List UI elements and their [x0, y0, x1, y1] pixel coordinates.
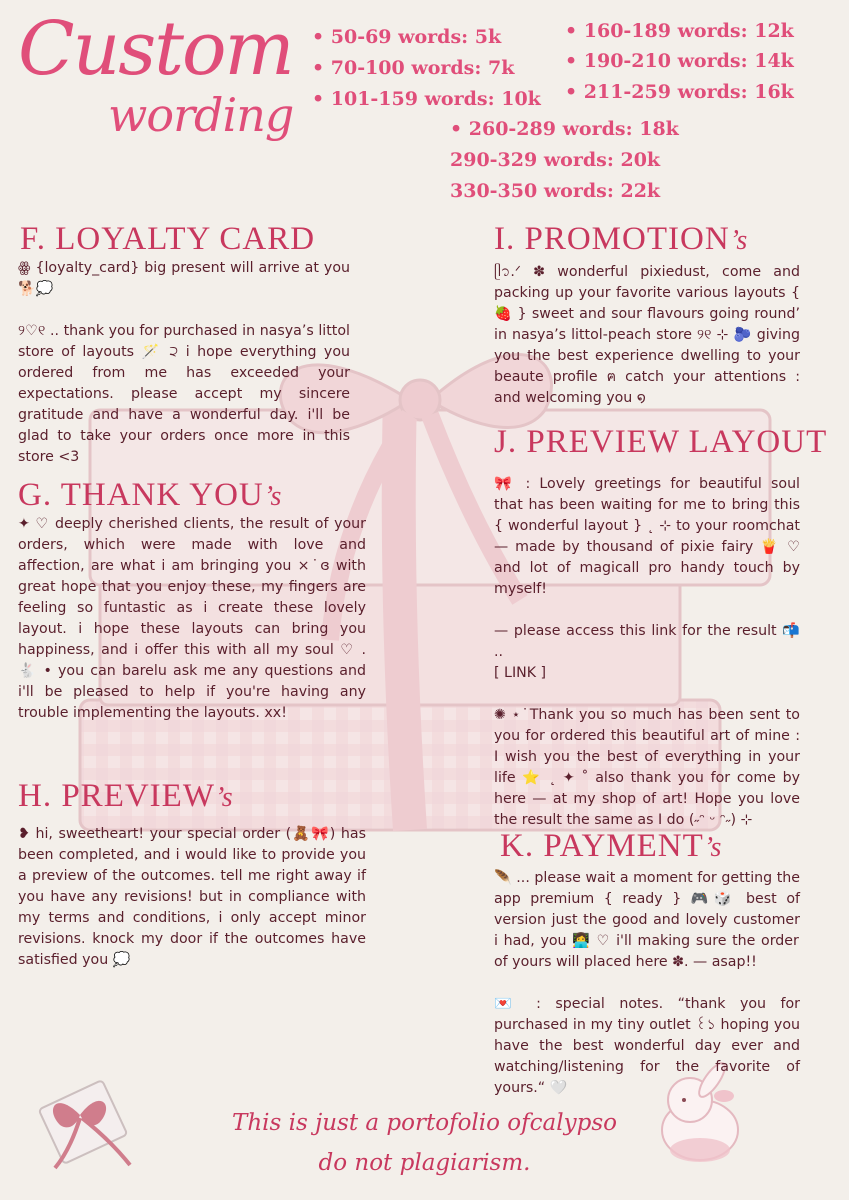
section-heading-thank-you: G. THANK YOU’s	[18, 477, 283, 513]
paragraph: ᥫ᭡.ᐟ ✽ wonderful pixiedust, come and packing up your favorite various layouts { 🍓 } sweet and sour flavours going round’ in nasya’s littol-peach store ୨୧ ⊹ 🫐 giving you the best experience dwelling to your beaute profile ฅ catch your attentions : and welcoming you ໑	[494, 264, 800, 406]
section-heading-loyalty-card: F. LOYALTY CARD	[20, 221, 316, 257]
paragraph: ❥ hi, sweetheart! your special order (🧸🎀) has been completed, and i would like to provide you a preview of the outcomes. tell me right away if you have any revisions! but in compliance with my terms and conditions, i only accept minor revisions. knock my door if the outcomes have satisfied you 💭	[18, 826, 366, 968]
section-heading-preview-layout: J. PREVIEW LAYOUT	[494, 424, 828, 460]
price-item: 330-350 words: 22k	[450, 180, 661, 202]
paragraph: 🪶 ... please wait a moment for getting the app premium { ready } 🎮🎲 best of version just the good and lovely customer i had, you 👩‍💻 ♡ i'll making sure the order of yours will placed here ✽. — asap!!	[494, 870, 800, 970]
paragraph: — please access this link for the result 📬 ..	[494, 623, 800, 660]
price-item: • 260-289 words: 18k	[450, 118, 679, 140]
paragraph: ✺ ⋆˙Thank you so much has been sent to you for ordered this beautiful art of mine : I wish you the best of everything in your life ⭐ ˛ ✦ ˚ also thank you for come by here — at my shop of art! Hope you love the result the same as I do (˶ᵔ ᵕ ᵔ˶) ⊹	[494, 707, 800, 828]
paragraph: ୨♡୧ .. thank you for purchased in nasya’s littol store of layouts 🪄 ੨ i hope everything you ordered from me has exceeded your expectations. please accept my sincere gratitude and have a wonderful day. i'll be glad to take your orders once more in this store <3	[18, 323, 350, 465]
price-item: 290-329 words: 20k	[450, 149, 661, 171]
section-body-preview-layout	[494, 474, 800, 831]
paragraph: 💌 : special notes. “thank you for purchased in my tiny outlet ꒰১ hoping you have the best wonderful day ever and watching/listening for the favorite of yours.“ 🤍	[494, 996, 800, 1096]
footer-disclaimer-line2: do not plagiarism.	[318, 1150, 531, 1176]
paragraph: 🎀 : Lovely greetings for beautiful soul that has been waiting for me to bring this { wonderful layout } ˛ ⊹ to your roomchat — made by thousand of pixie fairy 🍟 ♡ and lot of magicall pro handy touch by myself!	[494, 476, 800, 597]
price-item: • 160-189 words: 12k	[565, 20, 794, 42]
section-body-thank-you	[18, 514, 366, 724]
title-wording: wording	[108, 88, 294, 142]
section-body-promotion	[494, 262, 800, 409]
section-heading-preview: H. PREVIEW’s	[18, 778, 234, 814]
section-heading-payment: K. PAYMENT’s	[500, 828, 723, 864]
price-item: • 70-100 words: 7k	[312, 57, 515, 79]
section-body-loyalty-card	[18, 258, 350, 468]
section-heading-promotion: I. PROMOTION’s	[494, 221, 749, 257]
paragraph: ✦ ♡ deeply cherished clients, the result of your orders, which were made with love and affection, are what i am bringing you ×˙ɞ with great hope that you enjoy these, my fingers are feeling so funtastic as i create these lovely layout. i hope these layouts can bring you happiness, and i offer this with all my soul ♡ . 🐇 • you can barelu ask me any questions and i'll be pleased to help if you're having any trouble implementing the layouts. xx!	[18, 516, 366, 721]
link-placeholder[interactable]: [ LINK ]	[494, 665, 547, 681]
price-item: • 101-159 words: 10k	[312, 88, 541, 110]
paragraph: ꙮ {loyalty_card} big present will arrive at you 🐕💭	[18, 260, 350, 297]
footer-disclaimer-line1: This is just a portofolio ofcalypso	[232, 1110, 617, 1136]
price-item: • 211-259 words: 16k	[565, 81, 794, 103]
section-body-preview	[18, 824, 366, 971]
section-body-payment	[494, 868, 800, 1099]
price-item: • 50-69 words: 5k	[312, 26, 502, 48]
title-custom: Custom	[18, 6, 293, 92]
price-item: • 190-210 words: 14k	[565, 50, 794, 72]
